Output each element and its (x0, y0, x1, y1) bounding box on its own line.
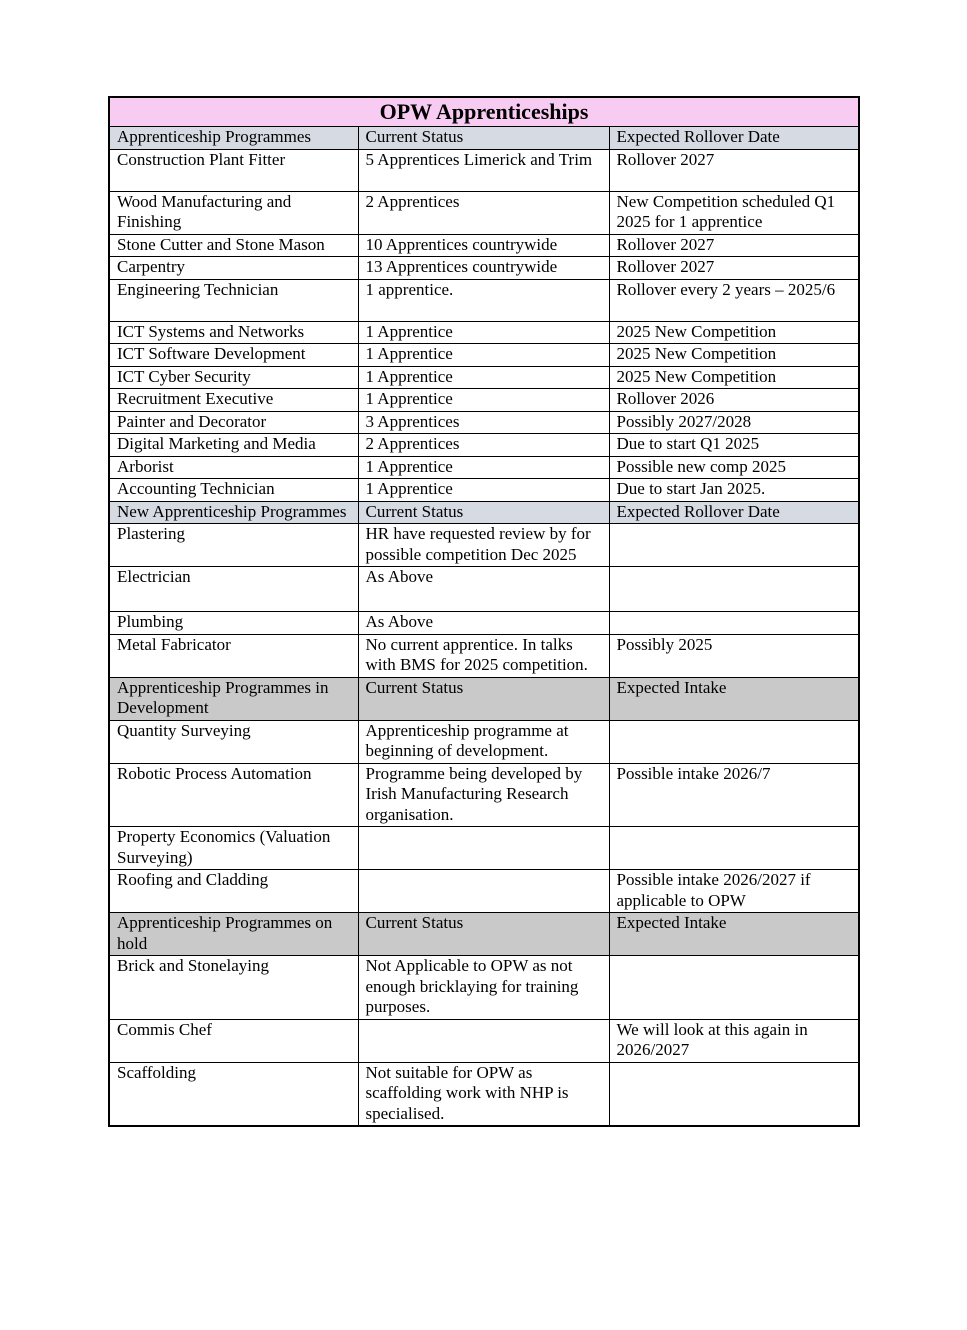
cell-expected (609, 720, 859, 763)
cell-programme: Robotic Process Automation (109, 763, 358, 827)
table-row (109, 567, 859, 612)
cell-expected: Possibly 2025 (609, 634, 859, 677)
cell-programme: Plastering (109, 524, 358, 567)
table-row (109, 1019, 859, 1062)
cell-expected (609, 956, 859, 1020)
cell-status (358, 1019, 609, 1062)
table-title-row (109, 97, 859, 127)
cell-programme: Digital Marketing and Media (109, 434, 358, 457)
cell-expected: 2025 New Competition (609, 344, 859, 367)
cell-status: HR have requested review by for possible competition Dec 2025 (358, 524, 609, 567)
cell-expected: Rollover every 2 years – 2025/6 (609, 279, 859, 321)
table-row (109, 634, 859, 677)
table-row (109, 763, 859, 827)
section-header-on-hold: Apprenticeship Programmes on hold (109, 913, 358, 956)
cell-expected: Due to start Jan 2025. (609, 479, 859, 502)
cell-status: 1 apprentice. (358, 279, 609, 321)
table-title: OPW Apprenticeships (109, 97, 859, 127)
cell-programme: Accounting Technician (109, 479, 358, 502)
cell-status: 1 Apprentice (358, 456, 609, 479)
cell-programme: Construction Plant Fitter (109, 149, 358, 191)
table-row (109, 434, 859, 457)
cell-status: Programme being developed by Irish Manufacturing Research organisation. (358, 763, 609, 827)
section-header-new-programmes: New Apprenticeship Programmes (109, 501, 358, 524)
section-header-row (109, 913, 859, 956)
column-header-expected-rollover-date: Expected Rollover Date (609, 501, 859, 524)
table-row (109, 479, 859, 502)
section-header-in-development: Apprenticeship Programmes in Development (109, 677, 358, 720)
table-row (109, 612, 859, 635)
cell-expected: Possibly 2027/2028 (609, 411, 859, 434)
table-row (109, 366, 859, 389)
column-header-expected-rollover-date: Expected Rollover Date (609, 127, 859, 150)
table-row (109, 149, 859, 191)
table-row (109, 321, 859, 344)
table-row (109, 524, 859, 567)
column-header-current-status: Current Status (358, 127, 609, 150)
cell-status: 1 Apprentice (358, 344, 609, 367)
table-row (109, 257, 859, 280)
cell-programme: Brick and Stonelaying (109, 956, 358, 1020)
cell-expected (609, 827, 859, 870)
cell-status: 2 Apprentices (358, 191, 609, 234)
table-row (109, 234, 859, 257)
cell-status: As Above (358, 612, 609, 635)
table-row (109, 411, 859, 434)
cell-expected: New Competition scheduled Q1 2025 for 1 apprentice (609, 191, 859, 234)
table-row (109, 279, 859, 321)
cell-programme: Wood Manufacturing and Finishing (109, 191, 358, 234)
section-header-row (109, 501, 859, 524)
column-header-expected-intake: Expected Intake (609, 677, 859, 720)
cell-status: As Above (358, 567, 609, 612)
cell-expected: Rollover 2027 (609, 257, 859, 280)
cell-status (358, 870, 609, 913)
cell-programme: Plumbing (109, 612, 358, 635)
cell-programme: ICT Systems and Networks (109, 321, 358, 344)
cell-status: 5 Apprentices Limerick and Trim (358, 149, 609, 191)
apprenticeships-table (108, 96, 860, 1127)
cell-programme: Property Economics (Valuation Surveying) (109, 827, 358, 870)
table-row (109, 344, 859, 367)
table-row (109, 870, 859, 913)
table-row (109, 956, 859, 1020)
cell-expected: 2025 New Competition (609, 366, 859, 389)
table-row (109, 191, 859, 234)
cell-status: Not suitable for OPW as scaffolding work with NHP is specialised. (358, 1062, 609, 1126)
cell-expected (609, 612, 859, 635)
column-header-programmes: Apprenticeship Programmes (109, 127, 358, 150)
cell-status: 1 Apprentice (358, 389, 609, 412)
cell-programme: ICT Software Development (109, 344, 358, 367)
cell-expected: Rollover 2026 (609, 389, 859, 412)
table-row (109, 827, 859, 870)
cell-status: 13 Apprentices countrywide (358, 257, 609, 280)
section-header-row (109, 677, 859, 720)
cell-programme: Engineering Technician (109, 279, 358, 321)
cell-programme: Scaffolding (109, 1062, 358, 1126)
table-row (109, 456, 859, 479)
cell-programme: Roofing and Cladding (109, 870, 358, 913)
cell-programme: Metal Fabricator (109, 634, 358, 677)
cell-expected: Possible intake 2026/7 (609, 763, 859, 827)
table-row (109, 720, 859, 763)
cell-programme: Stone Cutter and Stone Mason (109, 234, 358, 257)
cell-programme: Recruitment Executive (109, 389, 358, 412)
column-header-current-status: Current Status (358, 677, 609, 720)
column-header-current-status: Current Status (358, 501, 609, 524)
cell-status: Apprenticeship programme at beginning of development. (358, 720, 609, 763)
cell-programme: Painter and Decorator (109, 411, 358, 434)
section-header-row (109, 127, 859, 150)
cell-expected: Rollover 2027 (609, 149, 859, 191)
cell-status: 1 Apprentice (358, 479, 609, 502)
cell-programme: Quantity Surveying (109, 720, 358, 763)
cell-programme: Carpentry (109, 257, 358, 280)
cell-expected (609, 524, 859, 567)
cell-expected: We will look at this again in 2026/2027 (609, 1019, 859, 1062)
cell-status: 2 Apprentices (358, 434, 609, 457)
cell-status: 10 Apprentices countrywide (358, 234, 609, 257)
cell-programme: ICT Cyber Security (109, 366, 358, 389)
table-row (109, 1062, 859, 1126)
cell-expected: Possible new comp 2025 (609, 456, 859, 479)
cell-status: Not Applicable to OPW as not enough bricklaying for training purposes. (358, 956, 609, 1020)
cell-status: 1 Apprentice (358, 366, 609, 389)
cell-status: No current apprentice. In talks with BMS for 2025 competition. (358, 634, 609, 677)
cell-expected: Rollover 2027 (609, 234, 859, 257)
cell-expected (609, 567, 859, 612)
cell-expected: Possible intake 2026/2027 if applicable to OPW (609, 870, 859, 913)
table-row (109, 389, 859, 412)
cell-status (358, 827, 609, 870)
cell-status: 3 Apprentices (358, 411, 609, 434)
column-header-current-status: Current Status (358, 913, 609, 956)
column-header-expected-intake: Expected Intake (609, 913, 859, 956)
cell-status: 1 Apprentice (358, 321, 609, 344)
cell-expected: 2025 New Competition (609, 321, 859, 344)
cell-expected (609, 1062, 859, 1126)
cell-programme: Electrician (109, 567, 358, 612)
cell-programme: Commis Chef (109, 1019, 358, 1062)
cell-expected: Due to start Q1 2025 (609, 434, 859, 457)
cell-programme: Arborist (109, 456, 358, 479)
